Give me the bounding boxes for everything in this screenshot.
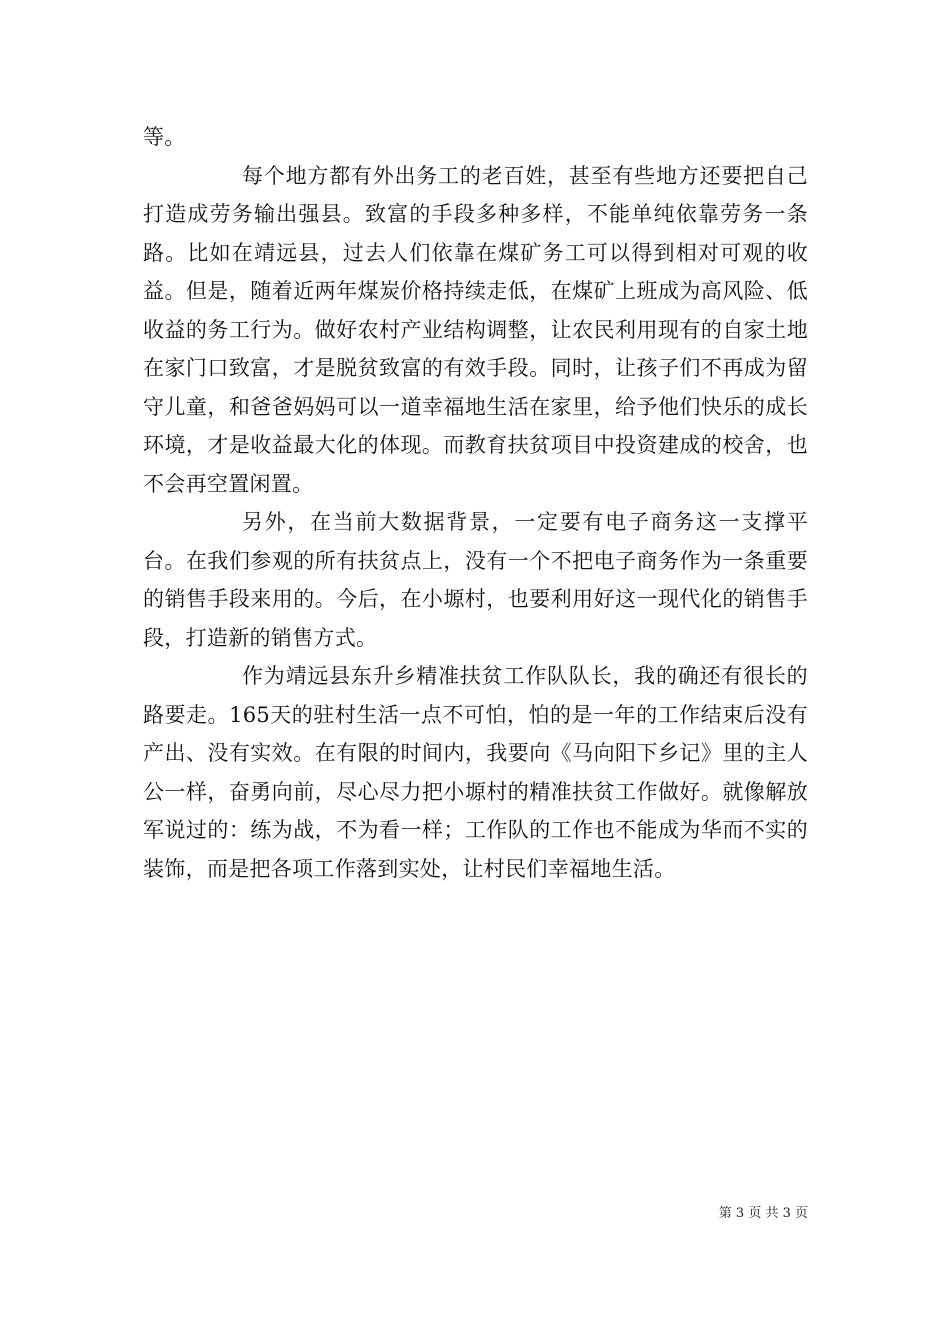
document-body: [143, 118, 808, 888]
paragraph-labor-export: 每个地方都有外出务工的老百姓，甚至有些地方还要把自己打造成劳务输出强县。致富的手段多种多样，不能单纯依靠劳务一条路。比如在靖远县，过去人们依靠在煤矿务工可以得到相对可观的收益。但是，随着近两年煤炭价格持续走低，在煤矿上班成为高风险、低收益的务工行为。做好农村产业结构调整，让农民利用现有的自家土地在家门口致富，才是脱贫致富的有效手段。同时，让孩子们不再成为留守儿童，和爸爸妈妈可以一道幸福地生活在家里，给予他们快乐的成长环境，才是收益最大化的体现。而教育扶贫项目中投资建成的校舍，也不会再空置闲置。: [143, 163, 808, 496]
paragraph-continuation: 等。: [143, 125, 186, 149]
page-number-footer: 第 3 页 共 3 页: [718, 1206, 808, 1221]
paragraph-ecommerce: 另外，在当前大数据背景，一定要有电子商务这一支撑平台。在我们参观的所有扶贫点上，没有一个不把电子商务作为一条重要的销售手段来用的。今后，在小塬村，也要利用好这一现代化的销售手段，打造新的销售方式。: [143, 510, 808, 650]
paragraph-team-leader: 作为靖远县东升乡精准扶贫工作队队长，我的确还有很长的路要走。165天的驻村生活一点不可怕，怕的是一年的工作结束后没有产出、没有实效。在有限的时间内，我要向《马向阳下乡记》里的主人公一样，奋勇向前，尽心尽力把小塬村的精准扶贫工作做好。就像解放军说过的：练为战，不为看一样；工作队的工作也不能成为华而不实的装饰，而是把各项工作落到实处，让村民们幸福地生活。: [143, 664, 808, 881]
